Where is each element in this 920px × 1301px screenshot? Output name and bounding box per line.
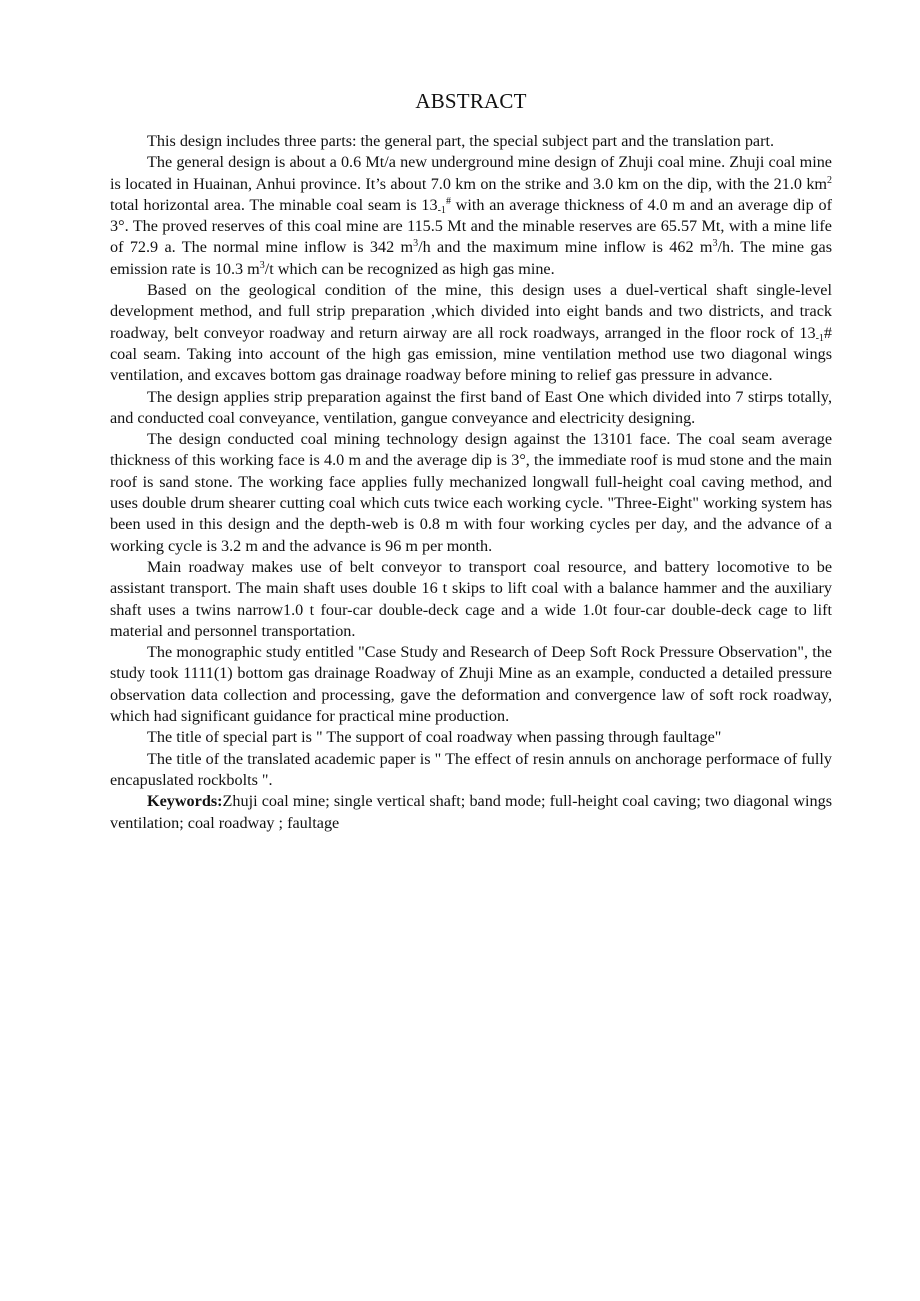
paragraph-special-part-title: [110, 727, 832, 748]
paragraph-strip-preparation: [110, 387, 832, 430]
general-design-text-d: /h and the maximum mine inflow is 462 m: [418, 238, 713, 257]
abstract-body: [110, 86, 832, 834]
superscript-area-unit: 2: [827, 174, 832, 186]
paragraph-monographic-study: [110, 642, 832, 727]
development-text-b: # coal seam. Taking into account of the high gas emission, mine ventilation method use two diagonal wings ventilation, and excaves bottom gas drainage roadway before mining to relief gas pressure in advance.: [110, 323, 832, 385]
translation-title-text: The title of the translated academic paper is " The effect of resin annuls on anchorage performace of fully encapuslated rockbolts ".: [110, 749, 832, 789]
subscript-seam-index: -1: [437, 204, 446, 216]
development-text-a: Based on the geological condition of the mine, this design uses a duel-vertical shaft single-level development method, and full strip preparation ,which divided into eight bands and two districts, and track roadway, belt conveyor roadway and return airway are all rock roadways, arranged in the floor rock of 13: [110, 281, 832, 342]
paragraph-overview: [110, 131, 832, 152]
general-design-text-f: /t which can be recognized as high gas mine.: [264, 259, 555, 278]
general-design-text-e: /h. The mine gas emission rate is 10.3 m: [110, 238, 832, 278]
superscript-volume-unit-3: 3: [259, 259, 265, 271]
transport-text: Main roadway makes use of belt conveyor to transport coal resource, and battery locomotive to be assistant transport. The main shaft uses double 16 t skips to lift coal with a balance hammer and the auxiliary shaft uses a twins narrow1.0 t four-car double-deck cage and a wide 1.0t four-car double-deck cage to lift material and personnel transportation.: [110, 557, 832, 640]
superscript-volume-unit-1: 3: [413, 238, 419, 250]
special-part-title-text: The title of special part is " The support of coal roadway when passing through faultage": [147, 728, 722, 747]
superscript-volume-unit-2: 3: [712, 238, 718, 250]
subscript-seam-index-2: -1: [815, 332, 824, 344]
keywords-text: Zhuji coal mine; single vertical shaft; band mode; full-height coal caving; two diagonal wings ventilation; coal roadway ; faultage: [110, 792, 832, 832]
paragraph-overview-text: This design includes three parts: the general part, the special subject part and the translation part.: [147, 132, 775, 150]
general-design-text-a: The general design is about a 0.6 Mt/a new underground mine design of Zhuji coal mine. Zhuji coal mine is located in Huainan, Anhui province. It’s about 7.0 km on the strike and 3.0 km on the dip, with the 21.0 km: [110, 153, 832, 193]
paragraph-development: [110, 280, 832, 386]
strip-preparation-text: The design applies strip preparation against the first band of East One which divided into 7 stirps totally, and conducted coal conveyance, ventilation, gangue conveyance and electricity designing.: [110, 387, 832, 427]
general-design-text-c: with an average thickness of 4.0 m and an average dip of 3°. The proved reserves of this coal mine are 115.5 Mt and the minable reserves are 65.57 Mt, with a mine life of 72.9 a. The normal mine inflow is 342 m: [110, 195, 832, 257]
superscript-seam-mark: #: [445, 195, 451, 207]
abstract-title: ABSTRACT: [415, 89, 527, 113]
paragraph-general-design: [110, 152, 832, 280]
paragraph-translation-title: [110, 749, 832, 792]
paragraph-transport: [110, 557, 832, 642]
paragraph-mining-technology: [110, 429, 832, 557]
mining-technology-text: The design conducted coal mining technology design against the 13101 face. The coal seam average thickness of this working face is 4.0 m and the average dip is 3°, the immediate roof is mud stone and the main roof is sand stone. The working face applies fully mechanized longwall full-height coal caving method, and uses double drum shearer cutting coal which cuts twice each working cycle. "Three-Eight" working system has been used in this design and the depth-web is 0.8 m with four working cycles per day, and the advance of a working cycle is 3.2 m and the advance is 96 m per month.: [110, 430, 832, 555]
general-design-text-b: total horizontal area. The minable coal seam is 13: [110, 195, 438, 214]
monographic-study-text: The monographic study entitled "Case Study and Research of Deep Soft Rock Pressure Observation", the study took 1111(1) bottom gas drainage Roadway of Zhuji Mine as an example, conducted a detailed pressure observation data collection and processing, gave the deformation and convergence law of soft rock roadway, which had significant guidance for practical mine production.: [110, 643, 832, 726]
keywords-label: Keywords:: [147, 792, 223, 811]
paragraph-keywords: [110, 791, 832, 834]
